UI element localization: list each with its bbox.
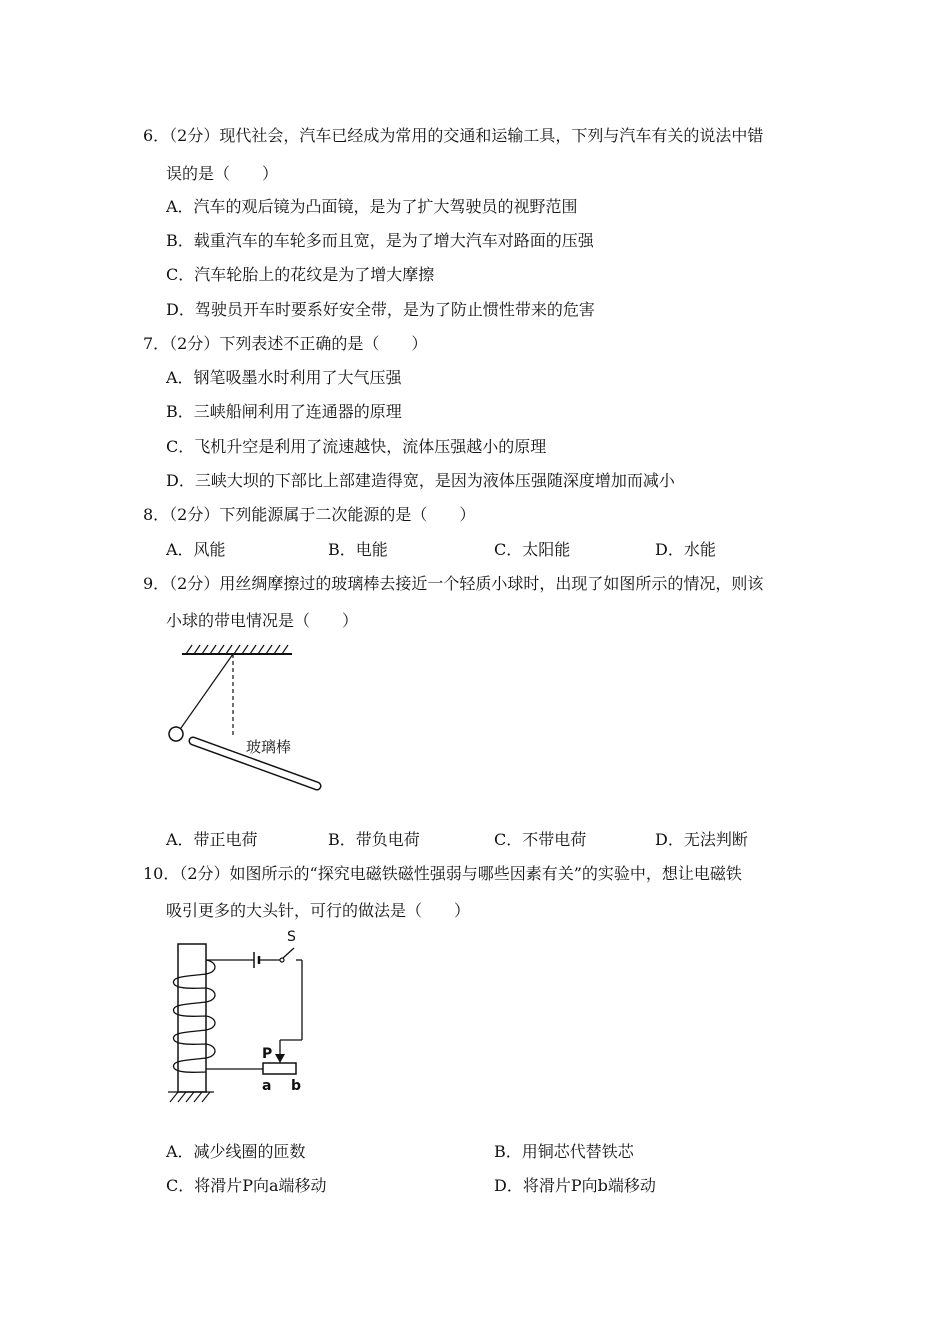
q9-option-c: C．不带电荷 (494, 830, 587, 849)
q7-option-c: C．飞机升空是利用了流速越快，流体压强越小的原理 (166, 437, 547, 456)
slider-label: P (262, 1046, 273, 1062)
q9-figure-pendulum (160, 640, 330, 800)
q8-option-a: A．风能 (166, 540, 226, 559)
q9-stem-line1: 9．（2分）用丝绸摩擦过的玻璃棒去接近一个轻质小球时，出现了如图所示的情况，则该 (143, 574, 764, 593)
q6-option-c: C．汽车轮胎上的花纹是为了增大摩擦 (166, 265, 435, 284)
q9-option-d: D．无法判断 (655, 830, 748, 849)
q10-stem-line1: 10．（2分）如图所示的“探究电磁铁磁性强弱与哪些因素有关”的实验中，想让电磁铁 (143, 864, 742, 883)
end-a-label: a (262, 1078, 272, 1094)
q9-option-b: B．带负电荷 (328, 830, 420, 849)
q6-stem-line2: 误的是（ ） (166, 164, 279, 183)
q10-option-c: C．将滑片P向a端移动 (166, 1176, 327, 1195)
q7-option-d: D．三峡大坝的下部比上部建造得宽，是因为液体压强随深度增加而减小 (166, 471, 675, 490)
q9-stem-line2: 小球的带电情况是（ ） (166, 611, 359, 630)
q8-stem: 8．（2分）下列能源属于二次能源的是（ ） (143, 505, 476, 524)
end-b-label: b (291, 1078, 302, 1094)
q6-option-b: B．载重汽车的车轮多而且宽，是为了增大汽车对路面的压强 (166, 231, 594, 250)
q8-option-d: D．水能 (655, 540, 716, 559)
q10-option-b: B．用铜芯代替铁芯 (494, 1142, 634, 1161)
q7-option-a: A．钢笔吸墨水时利用了大气压强 (166, 368, 402, 387)
q8-option-b: B．电能 (328, 540, 388, 559)
q6-stem-line1: 6．（2分）现代社会，汽车已经成为常用的交通和运输工具，下列与汽车有关的说法中错 (143, 126, 764, 145)
q10-option-a: A．减少线圈的匝数 (166, 1142, 306, 1161)
q10-option-d: D．将滑片P向b端移动 (494, 1176, 656, 1195)
switch-label: S (287, 929, 296, 945)
q9-option-a: A．带正电荷 (166, 830, 258, 849)
q6-option-d: D．驾驶员开车时要系好安全带，是为了防止惯性带来的危害 (166, 300, 595, 319)
q10-stem-line2: 吸引更多的大头针，可行的做法是（ ） (166, 901, 471, 920)
glass-rod-label: 玻璃棒 (246, 738, 292, 756)
q7-stem: 7．（2分）下列表述不正确的是（ ） (143, 334, 428, 353)
q6-option-a: A．汽车的观后镜为凸面镜，是为了扩大驾驶员的视野范围 (166, 197, 578, 216)
q7-option-b: B．三峡船闸利用了连通器的原理 (166, 402, 402, 421)
q8-option-c: C．太阳能 (494, 540, 571, 559)
